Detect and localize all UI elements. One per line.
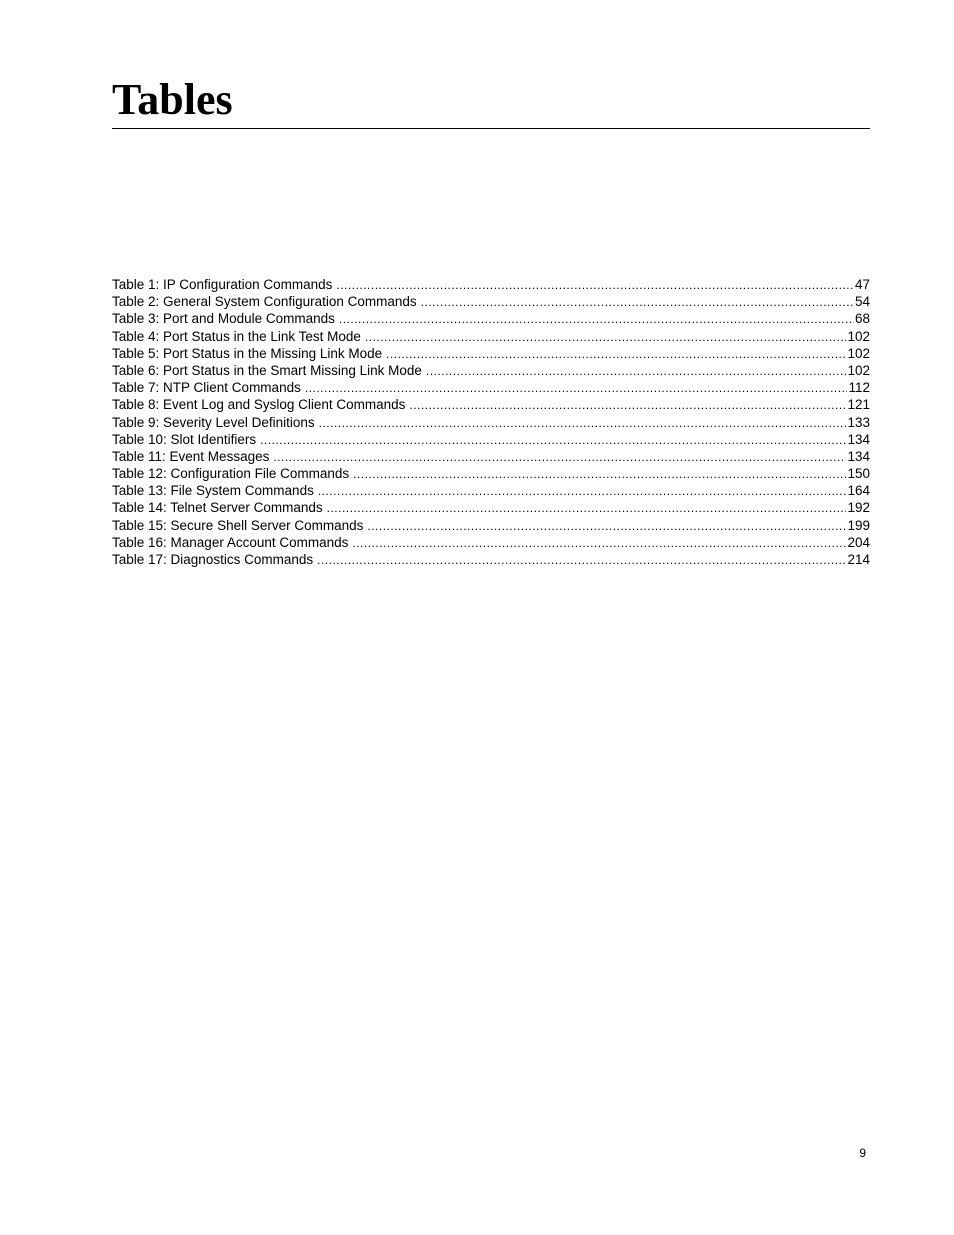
toc-entry-page: 164 xyxy=(847,483,870,499)
toc-entry-page: 204 xyxy=(847,534,870,550)
toc-entry[interactable] xyxy=(112,534,870,551)
dot-leader xyxy=(409,397,846,413)
toc-entry-page: 192 xyxy=(847,500,870,516)
toc-entry-label: Table 17: Diagnostics Commands xyxy=(112,552,314,567)
toc-entry[interactable] xyxy=(112,465,870,482)
toc-entry[interactable] xyxy=(112,499,870,516)
toc-entry[interactable] xyxy=(112,293,870,310)
dot-leader xyxy=(319,415,847,431)
toc-entry-label: Table 3: Port and Module Commands xyxy=(112,311,335,327)
page-number: 9 xyxy=(859,1146,866,1160)
toc-entry-label: Table 7: NTP Client Commands xyxy=(112,380,301,396)
dot-leader xyxy=(365,329,847,345)
toc-entry-page: 214 xyxy=(847,552,870,567)
toc-entry-page: 102 xyxy=(847,362,870,378)
dot-leader xyxy=(352,535,846,551)
toc-entry[interactable] xyxy=(112,276,870,293)
toc-entry[interactable] xyxy=(112,345,870,362)
title-rule xyxy=(112,128,870,129)
toc-entry-page: 68 xyxy=(854,311,870,327)
page-title: Tables xyxy=(112,75,233,124)
toc-entry[interactable] xyxy=(112,414,870,431)
dot-leader xyxy=(273,449,846,465)
dot-leader xyxy=(367,518,846,534)
toc-entry-label: Table 14: Telnet Server Commands xyxy=(112,500,323,516)
dot-leader xyxy=(305,380,848,396)
toc-entry-label: Table 5: Port Status in the Missing Link Mode xyxy=(112,345,383,361)
toc-entry-label: Table 13: File System Commands xyxy=(112,483,314,499)
toc-entry-label: Table 16: Manager Account Commands xyxy=(112,534,349,550)
toc-entry-label: Table 9: Severity Level Definitions xyxy=(112,414,315,430)
toc-entry[interactable] xyxy=(112,328,870,345)
dot-leader xyxy=(339,311,854,327)
toc-entry-page: 102 xyxy=(847,328,870,344)
toc-entry-page: 134 xyxy=(847,448,870,464)
dot-leader xyxy=(421,294,854,310)
toc-entry-label: Table 2: General System Configuration Commands xyxy=(112,294,417,310)
toc-entry-page: 134 xyxy=(847,431,870,447)
toc-entry-label: Table 15: Secure Shell Server Commands xyxy=(112,517,364,533)
toc-entry-label: Table 8: Event Log and Syslog Client Commands xyxy=(112,397,406,413)
toc-entry[interactable] xyxy=(112,362,870,379)
toc-entry[interactable] xyxy=(112,310,870,327)
toc-entry[interactable] xyxy=(112,551,870,568)
toc-entry[interactable] xyxy=(112,396,870,413)
toc-entry-label: Table 6: Port Status in the Smart Missing Link Mode xyxy=(112,362,422,378)
toc-entry-page: 47 xyxy=(854,277,870,292)
toc-entry-label: Table 10: Slot Identifiers xyxy=(112,431,257,447)
dot-leader xyxy=(353,466,846,482)
toc-entry-page: 102 xyxy=(847,345,870,361)
dot-leader xyxy=(386,346,846,362)
dot-leader xyxy=(426,363,847,379)
toc-entry[interactable] xyxy=(112,448,870,465)
dot-leader xyxy=(318,483,847,499)
toc-entry-label: Table 12: Configuration File Commands xyxy=(112,466,350,482)
toc-entry[interactable] xyxy=(112,379,870,396)
toc-entry-label: Table 11: Event Messages xyxy=(112,448,270,464)
dot-leader xyxy=(317,552,846,568)
toc-entry-label: Table 4: Port Status in the Link Test Mode xyxy=(112,328,361,344)
toc-entry[interactable] xyxy=(112,482,870,499)
toc-entry-page: 199 xyxy=(847,517,870,533)
toc-entry[interactable] xyxy=(112,517,870,534)
toc-entry-page: 150 xyxy=(847,466,870,482)
table-of-tables xyxy=(112,276,870,568)
toc-entry-page: 112 xyxy=(848,380,870,396)
toc-entry-page: 133 xyxy=(847,414,870,430)
dot-leader xyxy=(336,277,854,293)
toc-entry[interactable] xyxy=(112,431,870,448)
dot-leader xyxy=(327,500,847,516)
toc-entry-label: Table 1: IP Configuration Commands xyxy=(112,277,333,292)
toc-entry-page: 121 xyxy=(847,397,870,413)
toc-entry-page: 54 xyxy=(854,294,870,310)
dot-leader xyxy=(260,432,846,448)
